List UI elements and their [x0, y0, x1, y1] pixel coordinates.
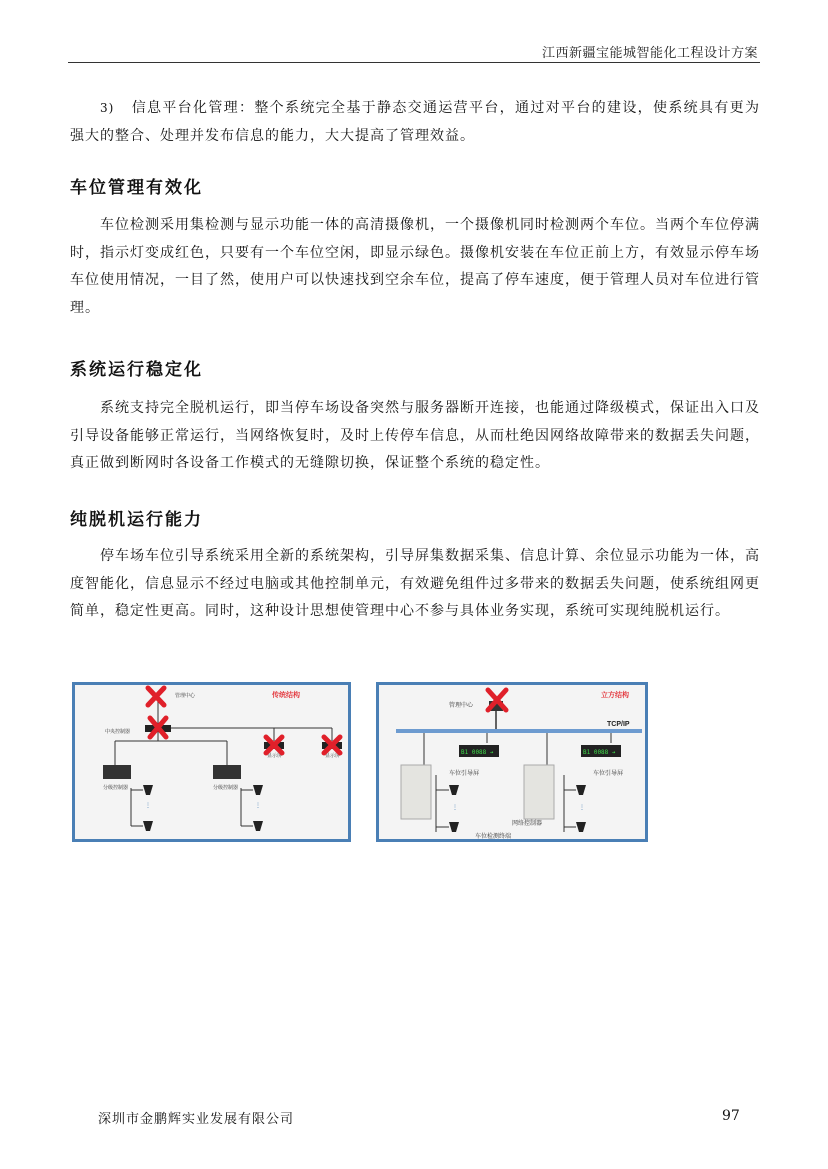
header-title: 江西新疆宝能城智能化工程设计方案 [541, 46, 758, 61]
node-controller-label: 分级控制器 [103, 785, 129, 791]
intro-number: 3) [100, 101, 115, 115]
mgmt-center-label: 管理中心 [175, 693, 196, 699]
section-paragraph [70, 212, 760, 322]
camera-icon [253, 821, 263, 831]
display-label: 显示屏 [325, 753, 341, 759]
camera-icon [253, 785, 263, 795]
guidance-screen-label: 车位引导屏 [449, 770, 480, 777]
protocol-label: TCP/IP [607, 721, 630, 728]
camera-icon [576, 785, 586, 795]
svg-text:⋮: ⋮ [579, 804, 585, 811]
camera-icon [576, 822, 586, 832]
svg-text:⋮: ⋮ [145, 802, 151, 809]
node-controller-icon [103, 765, 131, 779]
section-heading: 纯脱机运行能力 [70, 510, 203, 530]
display-label: 显示屏 [267, 753, 283, 759]
node-controller-label: 分级控制器 [213, 785, 239, 791]
cube-diagram [379, 685, 645, 839]
guidance-screen-text: B1 0088 ➔ [461, 749, 494, 756]
footer-company: 深圳市金鹏辉实业发展有限公司 [98, 1112, 295, 1127]
svg-text:⋮: ⋮ [255, 802, 261, 809]
network-controller-label: 网络控制器 [512, 820, 543, 827]
camera-icon [449, 822, 459, 832]
cross-icon [148, 688, 164, 705]
camera-icon [143, 785, 153, 795]
section-heading: 系统运行稳定化 [70, 360, 203, 380]
section-paragraph [70, 543, 760, 626]
traditional-architecture-figure [72, 682, 351, 842]
section-body: 停车场车位引导系统采用全新的系统架构，引导屏集数据采集、信息计算、余位显示功能为一体，高度智能化，信息显示不经过电脑或其他控制单元，有效避免组件过多带来的数据丢失问题，使系统组网更简单，稳定性更高。同时，这种设计思想使管理中心不参与具体业务实现，系统可实现纯脱机运行。 [70, 548, 760, 619]
intro-paragraph [70, 95, 760, 150]
network-bus [396, 729, 642, 733]
svg-text:⋮: ⋮ [452, 804, 458, 811]
mgmt-center-label: 管理中心 [449, 702, 474, 709]
figure-title: 传统结构 [272, 690, 300, 699]
section-body: 车位检测采用集检测与显示功能一体的高清摄像机，一个摄像机同时检测两个车位。当两个车位停满时，指示灯变成红色，只要有一个车位空闲，即显示绿色。摄像机安装在车位正前上方，有效显示停车场车位使用情况，一目了然，使用户可以快速找到空余车位，提高了停车速度，便于管理人员对车位进行管理。 [70, 217, 760, 316]
page-number: 97 [722, 1108, 740, 1124]
network-controller-cabinet [401, 765, 431, 819]
guidance-screen-text: B1 0088 ➔ [583, 749, 616, 756]
figure-title: 立方结构 [601, 690, 629, 699]
detector-label: 车位检测终端 [475, 833, 512, 839]
traditional-diagram [75, 685, 348, 839]
camera-icon [143, 821, 153, 831]
section-heading: 车位管理有效化 [70, 178, 203, 198]
intro-text: 信息平台化管理：整个系统完全基于静态交通运营平台，通过对平台的建设，使系统具有更为强大的整合、处理并发布信息的能力，大大提高了管理效益。 [70, 100, 760, 144]
camera-icon [449, 785, 459, 795]
network-controller-cabinet [524, 765, 554, 819]
node-controller-icon [213, 765, 241, 779]
section-paragraph [70, 395, 760, 478]
header-rule [68, 62, 760, 63]
cube-architecture-figure [376, 682, 648, 842]
section-body: 系统支持完全脱机运行，即当停车场设备突然与服务器断开连接，也能通过降级模式，保证出入口及引导设备能够正常运行，当网络恢复时，及时上传停车信息，从而杜绝因网络故障带来的数据丢失问题，真正做到断网时各设备工作模式的无缝隙切换，保证整个系统的稳定性。 [70, 400, 760, 471]
central-controller-label: 中央控制器 [105, 729, 131, 735]
guidance-screen-label: 车位引导屏 [593, 770, 624, 777]
